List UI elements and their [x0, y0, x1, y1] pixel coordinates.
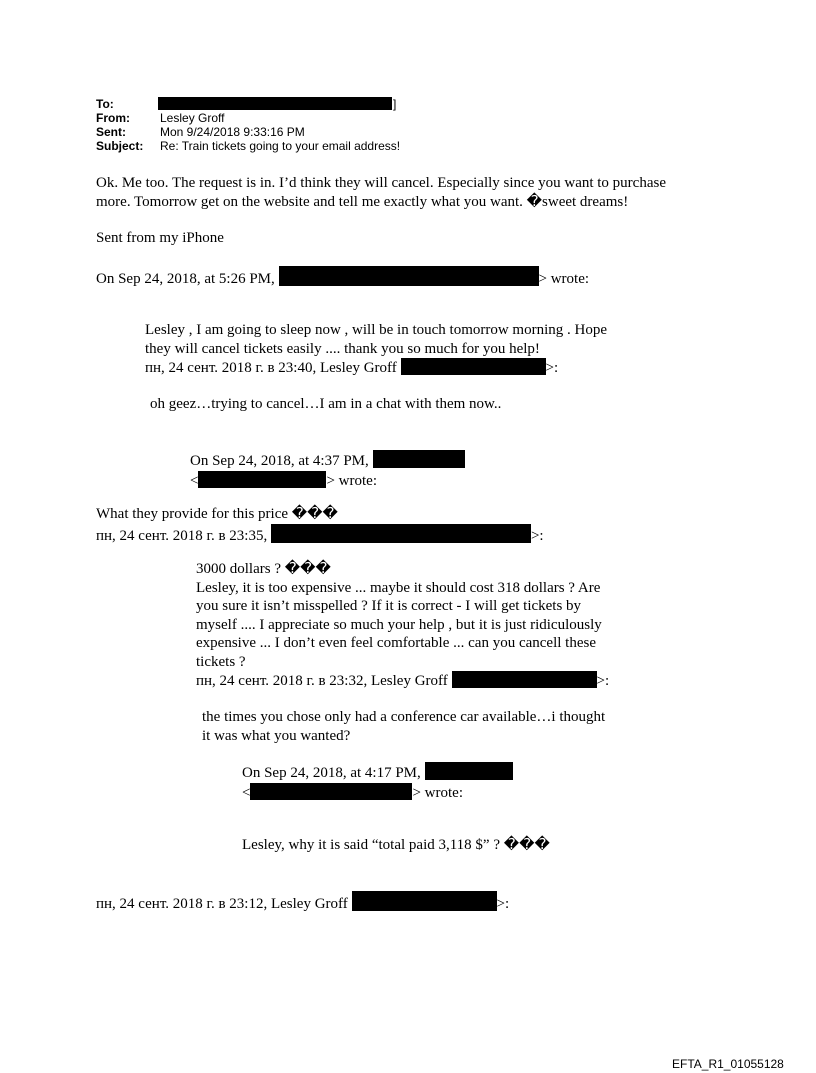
- message-line: expensive ... I don’t even feel comfortable ... can you cancell these: [196, 635, 596, 651]
- redaction: [352, 891, 497, 911]
- redaction: [198, 471, 326, 488]
- sent-value: Mon 9/24/2018 9:33:16 PM: [160, 125, 305, 139]
- quote-prefix: <: [242, 784, 251, 801]
- message-total: Lesley, why it is said “total paid 3,118 $” ? ���: [242, 837, 550, 853]
- redaction: [425, 762, 513, 780]
- message-line: they will cancel tickets easily .... thank you so much for you help!: [145, 340, 540, 357]
- redaction: [401, 358, 546, 375]
- quote-header: [96, 266, 589, 289]
- message-times: [202, 708, 605, 745]
- message-price: [96, 505, 544, 545]
- message-line: 3000 dollars ? ���: [196, 561, 331, 577]
- to-label: To:: [96, 97, 114, 111]
- message-suffix: >:: [496, 896, 510, 912]
- redaction: [279, 266, 539, 286]
- sent-label: Sent:: [96, 125, 126, 139]
- quote-prefix: On Sep 24, 2018, at 4:17 PM,: [242, 765, 421, 781]
- email-header: [96, 97, 401, 153]
- quote-suffix: > wrote:: [326, 472, 377, 489]
- document-id: EFTA_R1_01055128: [672, 1057, 784, 1071]
- message-sleep: [145, 321, 607, 378]
- from-label: From:: [96, 111, 130, 125]
- quote-header: [190, 450, 465, 490]
- message-line: Lesley , I am going to sleep now , will be in touch tomorrow morning . Hope: [145, 322, 608, 338]
- signature: Sent from my iPhone: [96, 230, 224, 246]
- message-3000: [196, 560, 609, 691]
- message-line: Lesley, it is too expensive ... maybe it should cost 318 dollars ? Are: [196, 579, 601, 596]
- reply-line: more. Tomorrow get on the website and tell me exactly what you want. �sweet dreams!: [96, 193, 629, 210]
- message-line: пн, 24 сент. 2018 г. в 23:12, Lesley Groff: [96, 896, 348, 912]
- quote-prefix: On Sep 24, 2018, at 5:26 PM,: [96, 271, 275, 287]
- redaction: [271, 524, 531, 543]
- message-line: What they provide for this price ���: [96, 506, 338, 522]
- message-suffix: >:: [545, 360, 559, 376]
- quote-header: [242, 762, 513, 802]
- message-line: пн, 24 сент. 2018 г. в 23:35,: [96, 527, 268, 544]
- redaction: [250, 783, 412, 800]
- quote-prefix: On Sep 24, 2018, at 4:37 PM,: [190, 453, 369, 469]
- message-suffix: >:: [596, 673, 610, 689]
- to-suffix: ]: [393, 97, 397, 111]
- message-line: tickets ?: [196, 653, 246, 670]
- redaction: [452, 671, 597, 688]
- message-geez: oh geez…trying to cancel…I am in a chat with them now..: [150, 396, 502, 412]
- subject-value: Re: Train tickets going to your email address!: [160, 139, 401, 153]
- message-bottom: [96, 891, 509, 914]
- redaction: [373, 450, 465, 468]
- reply-body: [96, 174, 666, 211]
- reply-line: Ok. Me too. The request is in. I’d think they will cancel. Especially since you want to purchase: [96, 175, 666, 191]
- quote-suffix: > wrote:: [538, 271, 590, 287]
- message-line: the times you chose only had a conference car available…i thought: [202, 709, 606, 725]
- from-value: Lesley Groff: [160, 111, 225, 125]
- subject-label: Subject:: [96, 139, 144, 153]
- message-line: пн, 24 сент. 2018 г. в 23:32, Lesley Groff: [196, 673, 448, 689]
- to-redaction: [158, 97, 392, 110]
- quote-suffix: > wrote:: [412, 784, 463, 801]
- message-line: it was what you wanted?: [202, 727, 351, 744]
- message-line: you sure it isn’t misspelled ? If it is correct - I will get tickets by: [196, 598, 582, 614]
- message-line: myself .... I appreciate so much your help , but it is just ridiculously: [196, 616, 602, 633]
- message-suffix: >:: [530, 527, 544, 544]
- message-line: пн, 24 сент. 2018 г. в 23:40, Lesley Groff: [145, 360, 397, 376]
- quote-prefix: <: [190, 472, 199, 489]
